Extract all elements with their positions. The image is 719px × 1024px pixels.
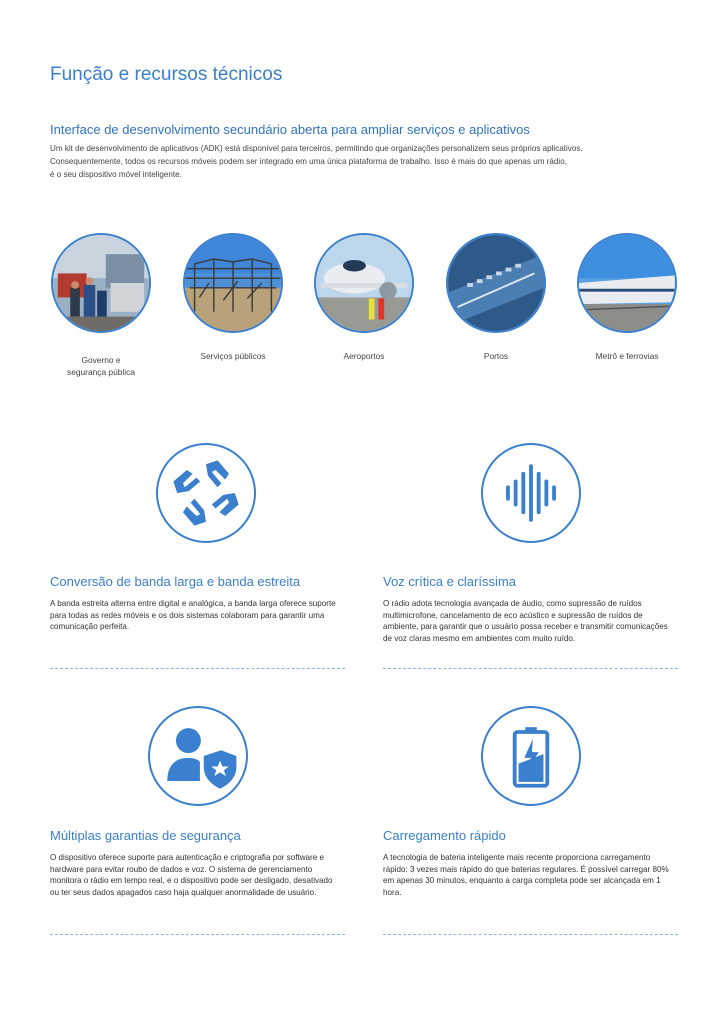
sector-label-airports: Aeroportos [343,351,385,361]
utilities-photo [183,233,283,333]
divider [50,668,345,669]
battery-charging-icon [481,706,581,806]
sector-label-government [41,354,161,378]
feature-title-conversion: Conversão de banda larga e banda estreita [50,574,301,589]
sector-label-line: segurança pública [67,367,135,377]
feature-title-charging: Carregamento rápido [383,828,506,843]
metro-photo [577,233,677,333]
port-photo [446,233,546,333]
divider [50,934,345,935]
feature-desc-voice: O rádio adota tecnologia avançada de áudio, como supressão de ruídos multimicrofone, cancelamento de eco acústico e supressão de ruídos de ambiente, para garantir que o usuário possa receber e transmitir comunicações de voz claras mesmo em ambientes com muito ruído. [383,599,668,643]
government-photo [51,233,151,333]
feature-desc-security: O dispositivo oferece suporte para autenticação e criptografia por software e hardware para evitar roubo de dados e voz. O sistema de gerenciamento monitora o rádio em tempo real, e o dispositivo pode ser desligado, desativado ou ter seus dados apagados caso haja qualquer anormalidade de usuário. [50,853,333,897]
sector-label-utilities: Serviços públicos [200,351,266,361]
feature-desc-charging: A tecnologia de bateria inteligente mais recente proporciona carregamento rápido: 3 vezes mais rápido do que baterias regulares. É possível carregar 80% em apenas 30 minutos, enquanto a carga completa pode ser alcançada em 1 hora. [383,853,669,897]
airport-photo [314,233,414,333]
feature-title-security: Múltiplas garantias de segurança [50,828,241,843]
feature-title-voice: Voz crítica e claríssima [383,574,516,589]
security-shield-icon [148,706,248,806]
divider [383,668,678,669]
sector-label-ports: Portos [483,351,509,361]
page-title: Função e recursos técnicos [50,64,283,85]
intro-line: Um kit de desenvolvimento de aplicativos (ADK) está disponível para terceiros, permitindo que organizações personalizem seus próprios aplicativos. [50,144,583,153]
waveform-icon [481,443,581,543]
sector-label-metro: Metrô e ferrovias [595,351,659,361]
divider [383,934,678,935]
intro-line: é o seu dispositivo móvel inteligente. [50,170,182,179]
page-subtitle: Interface de desenvolvimento secundário aberta para ampliar serviços e aplicativos [50,122,530,137]
handshake-icon [156,443,256,543]
feature-desc-conversion: A banda estreita alterna entre digital e analógica, a banda larga oferece suporte para todas as redes móveis e os dois sistemas colaboram para garantir uma comunicação perfeita. [50,599,336,631]
sector-label-line: Governo e [81,355,121,365]
intro-text [50,142,690,181]
intro-line: Consequentemente, todos os recursos móveis podem ser integrado em uma única plataforma de trabalho. Isso é mais do que apenas um rádio, [50,157,567,166]
